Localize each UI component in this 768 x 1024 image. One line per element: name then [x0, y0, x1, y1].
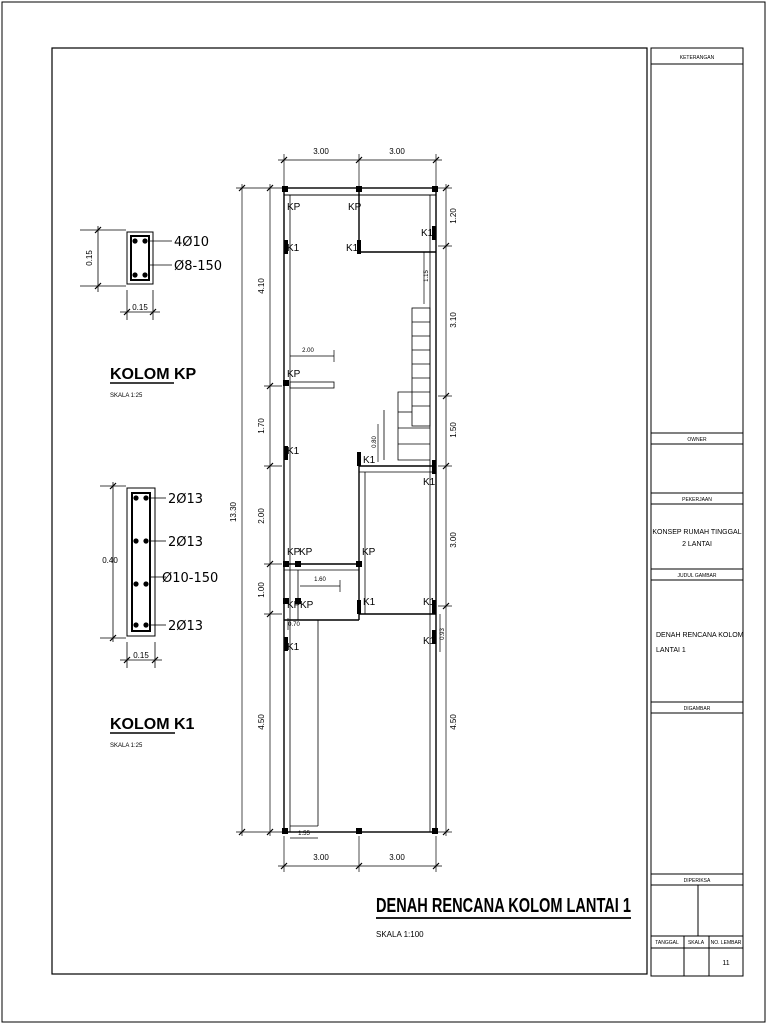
column-kp [356, 828, 362, 834]
column-kp [282, 828, 288, 834]
k1-title: KOLOM K1 [110, 716, 195, 733]
detail-kolom-k1 [100, 482, 218, 749]
kp-rebar [142, 238, 147, 243]
label-k1: K1 [363, 455, 376, 466]
main-title: DENAH RENCANA KOLOM LANTAI 1 [376, 895, 631, 917]
column-k1 [432, 460, 436, 474]
plan-dimensions [236, 154, 452, 872]
column-kp [282, 186, 288, 192]
keterangan-label: KETERANGAN [679, 55, 715, 61]
label-k1: K1 [287, 243, 300, 254]
kp-rebar [142, 272, 147, 277]
dim-right-5: 4.50 [449, 714, 458, 730]
dim-left-5: 4.50 [257, 714, 266, 730]
column-k1 [357, 452, 361, 466]
k1-rebar [143, 495, 148, 500]
title-block-text [652, 55, 743, 967]
label-k1: K1 [287, 642, 300, 653]
label-kp: KP [287, 547, 301, 558]
plan-outline [284, 188, 436, 832]
label-k1: K1 [423, 597, 436, 608]
dim-left-1: 4.10 [257, 278, 266, 294]
dim-inner-landing: 0.80 [372, 436, 378, 448]
floor-plan [284, 188, 436, 832]
column-labels [287, 202, 436, 653]
dim-left-2: 1.70 [257, 418, 266, 434]
main-scale: SKALA 1:100 [376, 930, 424, 939]
dim-inner-small: 0.70 [288, 622, 300, 628]
label-k1: K1 [346, 243, 359, 254]
dim-inner-room: 1.60 [314, 577, 326, 583]
column-kp [295, 561, 301, 567]
dim-top-1: 3.00 [313, 147, 329, 156]
dim-right-4: 3.00 [449, 532, 458, 548]
label-kp: KP [362, 547, 376, 558]
k1-rebar [133, 538, 138, 543]
kp-rebar [132, 238, 137, 243]
label-kp: KP [348, 202, 362, 213]
label-kp: KP [299, 547, 313, 558]
dim-inner-right: 0.93 [440, 628, 446, 640]
k1-rebar [133, 622, 138, 627]
title-block [651, 48, 743, 976]
k1-rebar [143, 538, 148, 543]
dim-right-2: 3.10 [449, 312, 458, 328]
label-k1: K1 [363, 597, 376, 608]
label-k1: K1 [287, 446, 300, 457]
dim-total: 13.30 [229, 501, 238, 523]
column-k1 [357, 600, 361, 614]
project-line-2: 2 LANTAI [682, 541, 712, 548]
label-kp: KP [287, 202, 301, 213]
dim-right-3: 1.50 [449, 422, 458, 438]
drawing-title-line-2: LANTAI 1 [656, 647, 686, 654]
kp-rebar [132, 272, 137, 277]
kp-scale: SKALA 1:25 [110, 393, 143, 399]
k1-rebar-stirrup: Ø10-150 [162, 571, 219, 586]
k1-height-dim: 0.40 [102, 556, 118, 565]
k1-width-dim: 0.15 [133, 651, 149, 660]
k1-rebar-bottom: 2Ø13 [168, 619, 204, 634]
column-kp [356, 561, 362, 567]
k1-rebar-mid: 2Ø13 [168, 535, 204, 550]
k1-rebar [143, 581, 148, 586]
label-kp: KP [287, 369, 301, 380]
column-kp [283, 380, 289, 386]
staircase [384, 308, 430, 460]
kp-rebar-main: 4Ø10 [174, 235, 210, 250]
kp-rebar-stirrup: Ø8-150 [174, 259, 223, 274]
columns [282, 186, 438, 834]
dim-top-2: 3.00 [389, 147, 405, 156]
dim-bottom-2: 3.00 [389, 853, 405, 862]
sheet-number: 11 [722, 960, 730, 967]
dim-inner-shelf: 2.00 [302, 348, 314, 354]
label-k1: K1 [423, 636, 436, 647]
drawing-title-line-1: DENAH RENCANA KOLOM [656, 632, 744, 639]
k1-rebar [133, 581, 138, 586]
kp-height-dim: 0.15 [85, 250, 94, 266]
column-kp [432, 186, 438, 192]
label-k1: K1 [423, 477, 436, 488]
project-line-1: KONSEP RUMAH TINGGAL [652, 529, 742, 536]
kp-title: KOLOM KP [110, 366, 197, 383]
no-lembar-label: NO. LEMBAR [710, 940, 742, 946]
diperiksa-label: DIPERIKSA [683, 878, 711, 884]
k1-rebar [133, 495, 138, 500]
label-kp: KP [287, 600, 301, 611]
dim-left-3: 2.00 [257, 508, 266, 524]
judul-gambar-label: JUDUL GAMBAR [677, 573, 717, 579]
dim-right-1: 1.20 [449, 208, 458, 224]
column-kp [283, 561, 289, 567]
dim-inner-stair: 1.15 [424, 270, 430, 282]
column-kp [432, 828, 438, 834]
kp-width-dim: 0.15 [132, 303, 148, 312]
column-kp [356, 186, 362, 192]
skala-label: SKALA [687, 940, 705, 946]
label-k1: K1 [421, 228, 434, 239]
detail-kolom-kp [80, 226, 222, 399]
tanggal-label: TANGGAL [655, 940, 679, 946]
dim-bottom-1: 3.00 [313, 853, 329, 862]
dim-inner-bottom: 1.55 [298, 831, 310, 837]
k1-rebar-top: 2Ø13 [168, 492, 204, 507]
digambar-label: DIGAMBAR [683, 706, 711, 712]
label-kp: KP [300, 600, 314, 611]
owner-label: OWNER [687, 437, 707, 443]
dim-left-4: 1.00 [257, 582, 266, 598]
k1-scale: SKALA 1:25 [110, 743, 143, 749]
k1-rebar [143, 622, 148, 627]
pekerjaan-label: PEKERJAAN [682, 497, 712, 503]
